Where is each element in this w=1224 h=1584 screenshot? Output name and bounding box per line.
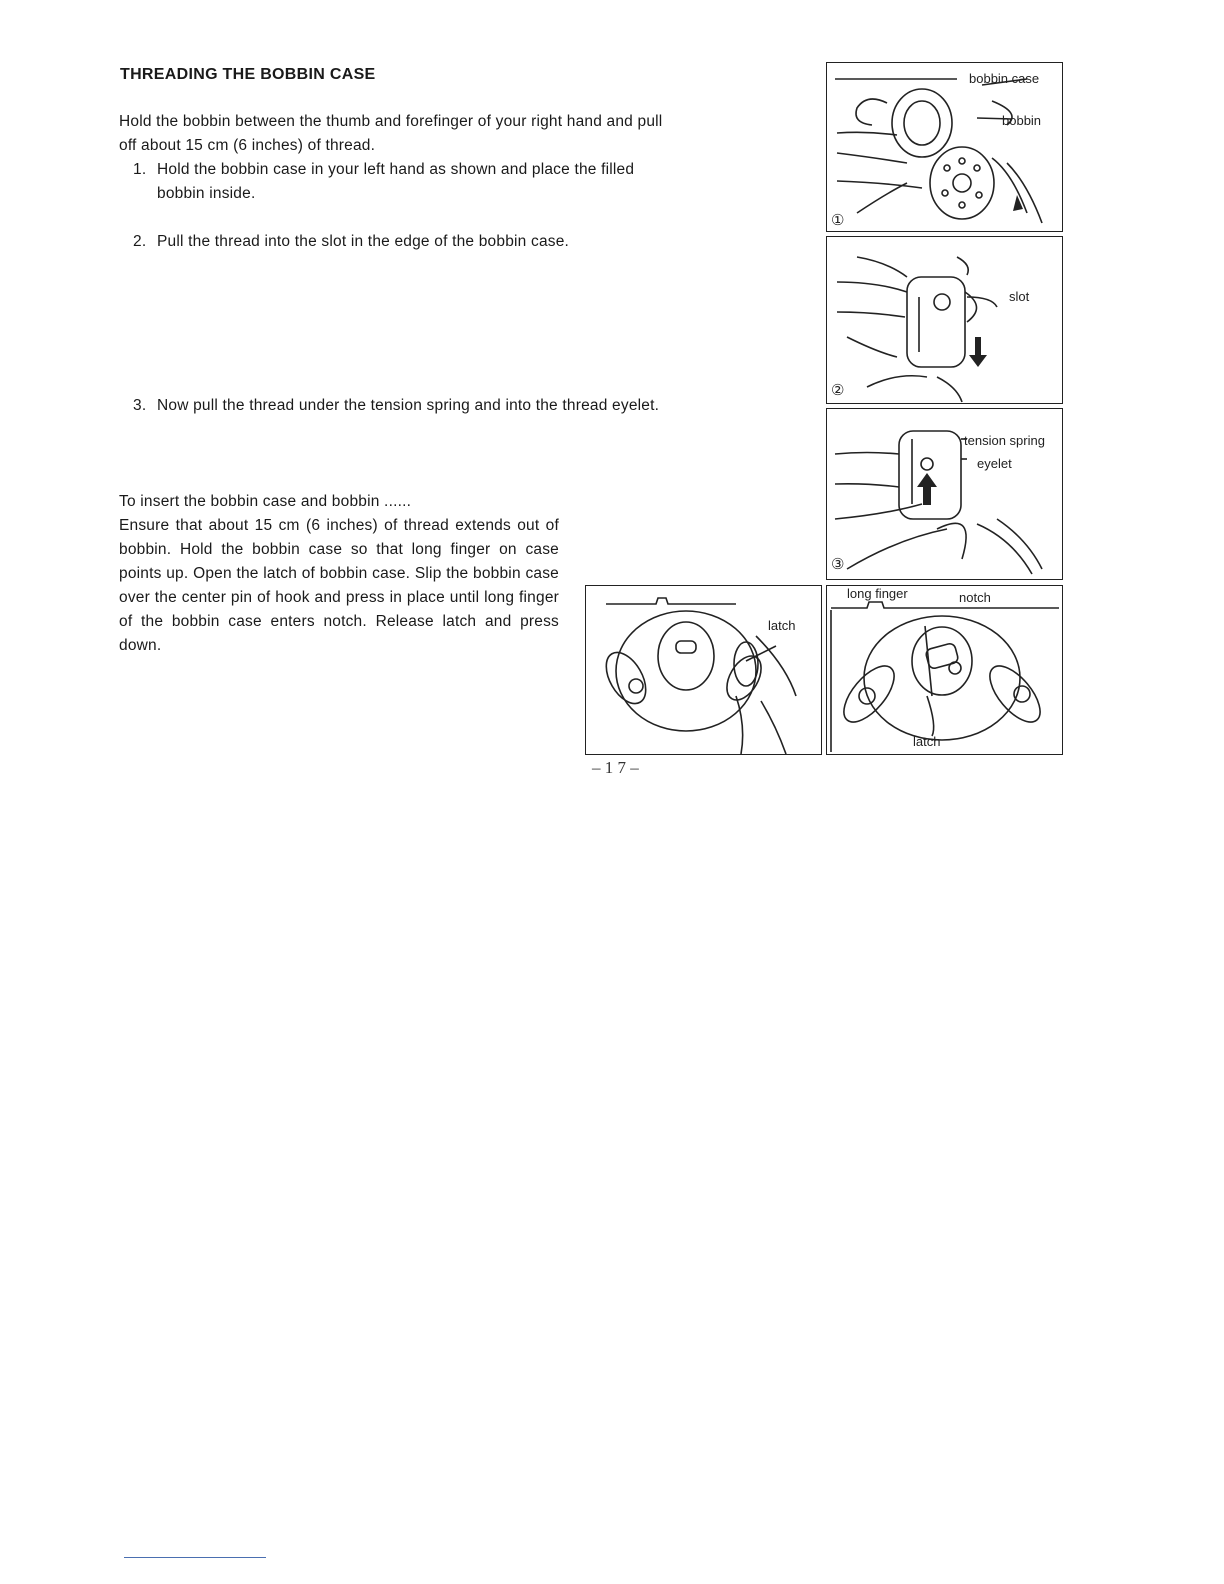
insert-body: Ensure that about 15 cm (6 inches) of thread extends out of bobbin. Hold the bobbin case so that long finger on case points up. Open the latch of bobbin case. Slip the bobbin case over the center pin of hook and press in place until long finger of the bobbin case enters notch. Release latch and press down. [119, 517, 559, 654]
figure-number: ③ [831, 556, 845, 573]
figure-number: ② [831, 382, 845, 399]
figure-label: slot [1009, 289, 1030, 304]
figure-2-illustration [827, 237, 1062, 403]
figure-5-illustration [827, 586, 1062, 754]
figure-3-tension-spring [826, 408, 1063, 580]
step-text: Hold the bobbin case in your left hand as shown and place the filled bobbin inside. [157, 161, 635, 202]
step-1 [133, 158, 663, 206]
insert-instructions [119, 490, 559, 658]
page-number: – 1 7 – [592, 758, 639, 777]
step-number: 1. [133, 161, 147, 178]
figure-label: notch [959, 590, 991, 605]
figure-5-bobbin-in-hook [826, 585, 1063, 755]
figure-label: bobbin [1002, 113, 1042, 128]
figure-4-open-latch [585, 585, 822, 755]
step-text: Now pull the thread under the tension spring and into the thread eyelet. [157, 397, 660, 414]
figure-label: latch [913, 734, 941, 749]
step-number: 3. [133, 397, 147, 414]
step-2 [133, 230, 663, 254]
insert-heading: To insert the bobbin case and bobbin ...... [119, 493, 412, 510]
step-3 [133, 394, 663, 418]
figure-label: long finger [847, 586, 908, 601]
step-number: 2. [133, 233, 147, 250]
figure-label: tension spring [964, 433, 1045, 448]
intro-paragraph: Hold the bobbin between the thumb and forefinger of your right hand and pull off about 15 cm (6 inches) of thread. [119, 113, 663, 154]
figure-2-slot [826, 236, 1063, 404]
figure-label: bobbin case [969, 71, 1040, 86]
footer-rule [124, 1557, 266, 1558]
step-text: Pull the thread into the slot in the edge of the bobbin case. [157, 233, 570, 250]
figure-1-bobbin-into-case [826, 62, 1063, 232]
page-title: THREADING THE BOBBIN CASE [120, 66, 376, 83]
figure-number: ① [831, 212, 845, 229]
figure-label: latch [768, 618, 796, 633]
figure-1-illustration [827, 63, 1062, 231]
figure-4-illustration [586, 586, 821, 754]
figure-label: eyelet [977, 456, 1012, 471]
